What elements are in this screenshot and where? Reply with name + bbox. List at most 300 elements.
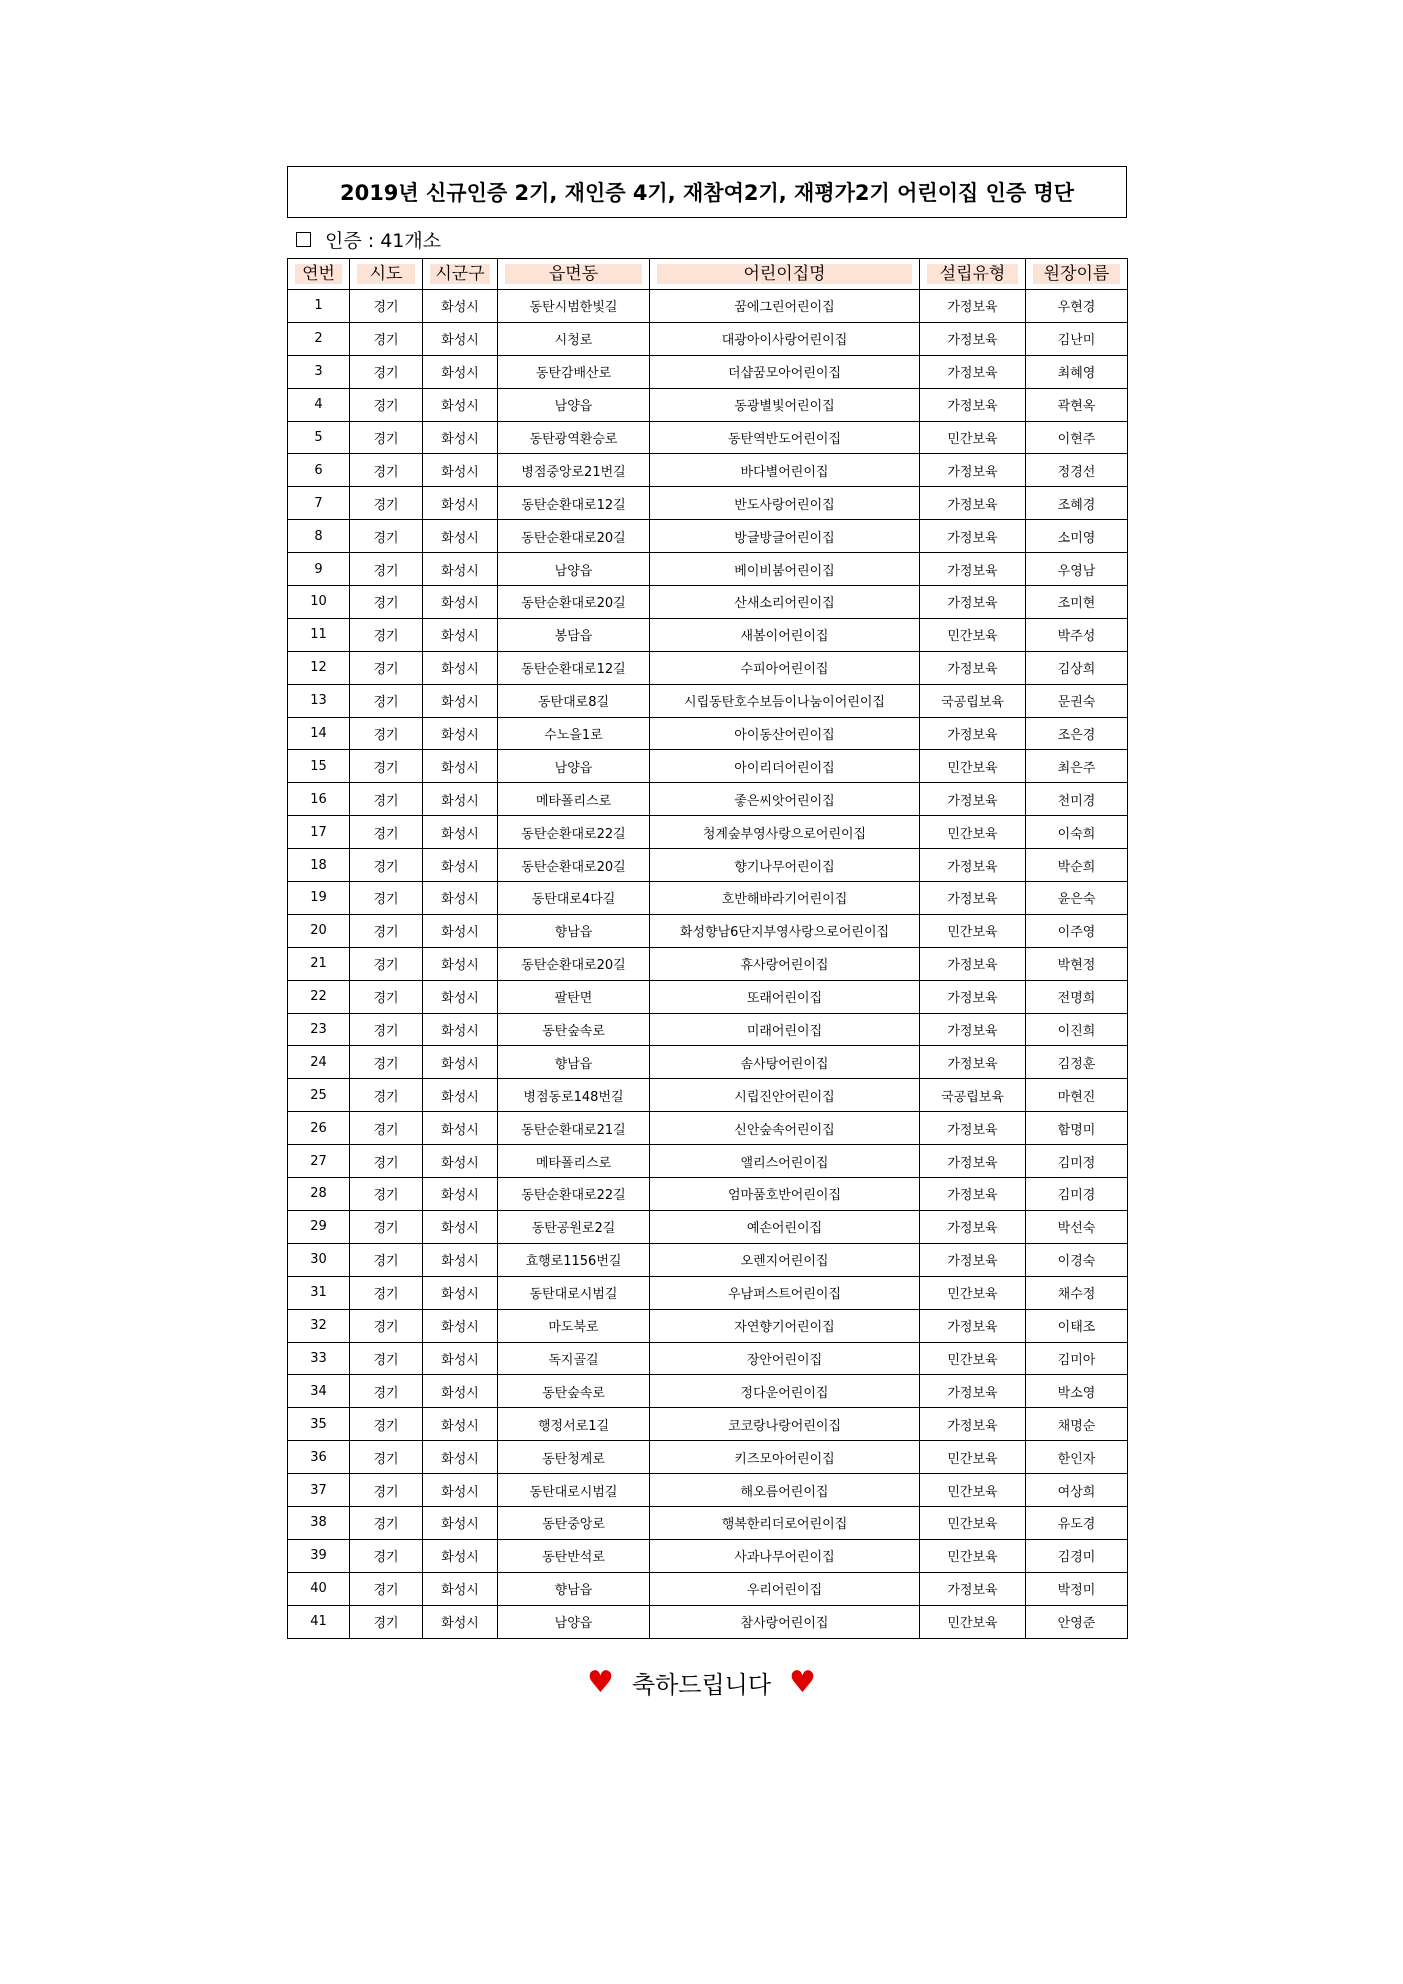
cell-serial: 1 bbox=[288, 290, 350, 323]
cell-serial: 2 bbox=[288, 322, 350, 355]
cell-director: 전명희 bbox=[1026, 980, 1128, 1013]
cell-city: 화성시 bbox=[423, 1506, 498, 1539]
cell-province: 경기 bbox=[350, 421, 423, 454]
cell-province: 경기 bbox=[350, 322, 423, 355]
table-body bbox=[288, 290, 1128, 1639]
cell-director: 마현진 bbox=[1026, 1079, 1128, 1112]
table-row bbox=[288, 849, 1128, 882]
cell-district: 수노을1로 bbox=[498, 717, 650, 750]
certification-count bbox=[296, 226, 441, 252]
cell-city: 화성시 bbox=[423, 1013, 498, 1046]
cell-serial: 37 bbox=[288, 1474, 350, 1507]
cell-serial: 25 bbox=[288, 1079, 350, 1112]
table-row bbox=[288, 618, 1128, 651]
cell-serial: 23 bbox=[288, 1013, 350, 1046]
cell-district: 남양읍 bbox=[498, 553, 650, 586]
table-row bbox=[288, 1145, 1128, 1178]
cell-district: 효행로1156번길 bbox=[498, 1243, 650, 1276]
cell-daycare-name: 시립동탄호수보듬이나눔이어린이집 bbox=[650, 684, 920, 717]
cell-province: 경기 bbox=[350, 1210, 423, 1243]
cell-province: 경기 bbox=[350, 1112, 423, 1145]
cell-type: 가정보육 bbox=[920, 651, 1026, 684]
cell-serial: 13 bbox=[288, 684, 350, 717]
cell-director: 소미영 bbox=[1026, 520, 1128, 553]
cell-district: 동탄숲속로 bbox=[498, 1375, 650, 1408]
cell-director: 이태조 bbox=[1026, 1309, 1128, 1342]
table-row bbox=[288, 1112, 1128, 1145]
table-row bbox=[288, 1408, 1128, 1441]
header-daycare-name-label: 어린이집명 bbox=[657, 264, 912, 284]
cell-serial: 21 bbox=[288, 947, 350, 980]
cell-serial: 41 bbox=[288, 1605, 350, 1638]
table-row bbox=[288, 1342, 1128, 1375]
cell-province: 경기 bbox=[350, 1572, 423, 1605]
cell-province: 경기 bbox=[350, 750, 423, 783]
cell-daycare-name: 또래어린이집 bbox=[650, 980, 920, 1013]
cell-serial: 16 bbox=[288, 783, 350, 816]
table-row bbox=[288, 355, 1128, 388]
cell-city: 화성시 bbox=[423, 454, 498, 487]
cell-daycare-name: 코코랑나랑어린이집 bbox=[650, 1408, 920, 1441]
cell-province: 경기 bbox=[350, 1145, 423, 1178]
cell-serial: 11 bbox=[288, 618, 350, 651]
congratulations-footer bbox=[0, 1662, 1403, 1702]
cell-daycare-name: 새봄이어린이집 bbox=[650, 618, 920, 651]
table-row bbox=[288, 1243, 1128, 1276]
cell-daycare-name: 동탄역반도어린이집 bbox=[650, 421, 920, 454]
cell-district: 동탄숲속로 bbox=[498, 1013, 650, 1046]
table-row bbox=[288, 290, 1128, 323]
cell-daycare-name: 장안어린이집 bbox=[650, 1342, 920, 1375]
cell-director: 문권숙 bbox=[1026, 684, 1128, 717]
cell-type: 가정보육 bbox=[920, 322, 1026, 355]
cell-province: 경기 bbox=[350, 586, 423, 619]
cell-serial: 7 bbox=[288, 487, 350, 520]
cell-director: 여상희 bbox=[1026, 1474, 1128, 1507]
cell-type: 가정보육 bbox=[920, 1243, 1026, 1276]
table-row bbox=[288, 1079, 1128, 1112]
cell-province: 경기 bbox=[350, 355, 423, 388]
certification-count-text: 인증 : 41개소 bbox=[325, 229, 442, 252]
cell-daycare-name: 해오름어린이집 bbox=[650, 1474, 920, 1507]
cell-serial: 39 bbox=[288, 1539, 350, 1572]
cell-director: 김경미 bbox=[1026, 1539, 1128, 1572]
cell-serial: 3 bbox=[288, 355, 350, 388]
cell-district: 동탄순환대로22길 bbox=[498, 816, 650, 849]
cell-type: 민간보육 bbox=[920, 816, 1026, 849]
cell-director: 곽현옥 bbox=[1026, 388, 1128, 421]
table-row bbox=[288, 750, 1128, 783]
cell-district: 독지골길 bbox=[498, 1342, 650, 1375]
cell-city: 화성시 bbox=[423, 914, 498, 947]
cell-district: 마도북로 bbox=[498, 1309, 650, 1342]
cell-district: 동탄공원로2길 bbox=[498, 1210, 650, 1243]
cell-serial: 8 bbox=[288, 520, 350, 553]
table-row bbox=[288, 1474, 1128, 1507]
cell-director: 최은주 bbox=[1026, 750, 1128, 783]
cell-province: 경기 bbox=[350, 1309, 423, 1342]
cell-director: 박주성 bbox=[1026, 618, 1128, 651]
cell-daycare-name: 아이동산어린이집 bbox=[650, 717, 920, 750]
cell-type: 가정보육 bbox=[920, 1309, 1026, 1342]
header-director bbox=[1026, 259, 1128, 290]
cell-city: 화성시 bbox=[423, 1539, 498, 1572]
header-city-label: 시군구 bbox=[430, 264, 490, 284]
cell-district: 향남읍 bbox=[498, 1572, 650, 1605]
cell-daycare-name: 화성향남6단지부영사랑으로어린이집 bbox=[650, 914, 920, 947]
cell-daycare-name: 미래어린이집 bbox=[650, 1013, 920, 1046]
cell-serial: 40 bbox=[288, 1572, 350, 1605]
table-row bbox=[288, 914, 1128, 947]
cell-director: 김정훈 bbox=[1026, 1046, 1128, 1079]
cell-district: 봉담읍 bbox=[498, 618, 650, 651]
header-province-label: 시도 bbox=[357, 264, 415, 284]
page-title bbox=[287, 166, 1127, 218]
cell-serial: 29 bbox=[288, 1210, 350, 1243]
cell-district: 동탄광역환승로 bbox=[498, 421, 650, 454]
cell-city: 화성시 bbox=[423, 1210, 498, 1243]
cell-director: 우현경 bbox=[1026, 290, 1128, 323]
cell-type: 국공립보육 bbox=[920, 1079, 1026, 1112]
header-city bbox=[423, 259, 498, 290]
table-row bbox=[288, 651, 1128, 684]
cell-daycare-name: 베이비붐어린이집 bbox=[650, 553, 920, 586]
cell-type: 가정보육 bbox=[920, 1046, 1026, 1079]
cell-serial: 20 bbox=[288, 914, 350, 947]
cell-director: 조혜경 bbox=[1026, 487, 1128, 520]
cell-province: 경기 bbox=[350, 553, 423, 586]
cell-serial: 9 bbox=[288, 553, 350, 586]
cell-type: 가정보육 bbox=[920, 487, 1026, 520]
cell-type: 가정보육 bbox=[920, 1408, 1026, 1441]
heart-icon-left: ♥ bbox=[587, 1664, 614, 1700]
cell-province: 경기 bbox=[350, 1013, 423, 1046]
cell-serial: 38 bbox=[288, 1506, 350, 1539]
cell-type: 민간보육 bbox=[920, 750, 1026, 783]
heart-icon-right: ♥ bbox=[789, 1664, 816, 1700]
cell-type: 가정보육 bbox=[920, 1145, 1026, 1178]
table-row bbox=[288, 1178, 1128, 1211]
cell-district: 동탄순환대로21길 bbox=[498, 1112, 650, 1145]
cell-director: 유도경 bbox=[1026, 1506, 1128, 1539]
cell-city: 화성시 bbox=[423, 1112, 498, 1145]
cell-city: 화성시 bbox=[423, 783, 498, 816]
table-row bbox=[288, 816, 1128, 849]
cell-director: 이숙희 bbox=[1026, 816, 1128, 849]
cell-daycare-name: 우리어린이집 bbox=[650, 1572, 920, 1605]
cell-director: 이주영 bbox=[1026, 914, 1128, 947]
cell-city: 화성시 bbox=[423, 1178, 498, 1211]
header-district bbox=[498, 259, 650, 290]
title-text: 2019년 신규인증 2기, 재인증 4기, 재참여2기, 재평가2기 어린이집 인증 명단 bbox=[339, 181, 1075, 205]
cell-director: 김난미 bbox=[1026, 322, 1128, 355]
cell-director: 박정미 bbox=[1026, 1572, 1128, 1605]
cell-director: 윤은숙 bbox=[1026, 882, 1128, 915]
table-row bbox=[288, 1506, 1128, 1539]
cell-province: 경기 bbox=[350, 651, 423, 684]
cell-district: 향남읍 bbox=[498, 1046, 650, 1079]
cell-director: 안영준 bbox=[1026, 1605, 1128, 1638]
cell-director: 박현정 bbox=[1026, 947, 1128, 980]
cell-director: 박선숙 bbox=[1026, 1210, 1128, 1243]
cell-daycare-name: 참사랑어린이집 bbox=[650, 1605, 920, 1638]
cell-province: 경기 bbox=[350, 849, 423, 882]
cell-daycare-name: 반도사랑어린이집 bbox=[650, 487, 920, 520]
cell-district: 팔탄면 bbox=[498, 980, 650, 1013]
cell-daycare-name: 시립진안어린이집 bbox=[650, 1079, 920, 1112]
table-row bbox=[288, 717, 1128, 750]
cell-city: 화성시 bbox=[423, 553, 498, 586]
cell-province: 경기 bbox=[350, 882, 423, 915]
cell-type: 가정보육 bbox=[920, 454, 1026, 487]
cell-city: 화성시 bbox=[423, 618, 498, 651]
cell-daycare-name: 행복한리더로어린이집 bbox=[650, 1506, 920, 1539]
table-row bbox=[288, 1441, 1128, 1474]
cell-type: 가정보육 bbox=[920, 1572, 1026, 1605]
cell-province: 경기 bbox=[350, 1441, 423, 1474]
cell-city: 화성시 bbox=[423, 1408, 498, 1441]
cell-city: 화성시 bbox=[423, 322, 498, 355]
cell-serial: 18 bbox=[288, 849, 350, 882]
cell-daycare-name: 자연향기어린이집 bbox=[650, 1309, 920, 1342]
cell-director: 이진희 bbox=[1026, 1013, 1128, 1046]
cell-city: 화성시 bbox=[423, 1572, 498, 1605]
table-row bbox=[288, 1539, 1128, 1572]
table-row bbox=[288, 1210, 1128, 1243]
cell-district: 동탄대로8길 bbox=[498, 684, 650, 717]
cell-daycare-name: 정다운어린이집 bbox=[650, 1375, 920, 1408]
cell-city: 화성시 bbox=[423, 882, 498, 915]
cell-city: 화성시 bbox=[423, 980, 498, 1013]
cell-district: 남양읍 bbox=[498, 388, 650, 421]
cell-province: 경기 bbox=[350, 1342, 423, 1375]
cell-district: 동탄순환대로22길 bbox=[498, 1178, 650, 1211]
cell-daycare-name: 바다별어린이집 bbox=[650, 454, 920, 487]
cell-daycare-name: 호반해바라기어린이집 bbox=[650, 882, 920, 915]
cell-daycare-name: 방글방글어린이집 bbox=[650, 520, 920, 553]
cell-city: 화성시 bbox=[423, 487, 498, 520]
cell-daycare-name: 예손어린이집 bbox=[650, 1210, 920, 1243]
cell-city: 화성시 bbox=[423, 1046, 498, 1079]
cell-serial: 4 bbox=[288, 388, 350, 421]
cell-serial: 24 bbox=[288, 1046, 350, 1079]
cell-district: 향남읍 bbox=[498, 914, 650, 947]
table-row bbox=[288, 421, 1128, 454]
cell-province: 경기 bbox=[350, 980, 423, 1013]
cell-daycare-name: 엄마품호반어린이집 bbox=[650, 1178, 920, 1211]
header-daycare-name bbox=[650, 259, 920, 290]
cell-city: 화성시 bbox=[423, 290, 498, 323]
cell-province: 경기 bbox=[350, 1046, 423, 1079]
cell-serial: 19 bbox=[288, 882, 350, 915]
cell-city: 화성시 bbox=[423, 947, 498, 980]
cell-province: 경기 bbox=[350, 914, 423, 947]
cell-province: 경기 bbox=[350, 1276, 423, 1309]
cell-director: 김미아 bbox=[1026, 1342, 1128, 1375]
cell-province: 경기 bbox=[350, 1605, 423, 1638]
cell-type: 가정보육 bbox=[920, 388, 1026, 421]
header-director-label: 원장이름 bbox=[1033, 264, 1120, 284]
table-row bbox=[288, 553, 1128, 586]
cell-district: 동탄대로시범길 bbox=[498, 1276, 650, 1309]
cell-type: 민간보육 bbox=[920, 1342, 1026, 1375]
header-serial-label: 연번 bbox=[295, 264, 342, 284]
cell-city: 화성시 bbox=[423, 1243, 498, 1276]
cell-type: 가정보육 bbox=[920, 553, 1026, 586]
cell-director: 박소영 bbox=[1026, 1375, 1128, 1408]
table-row bbox=[288, 1572, 1128, 1605]
cell-daycare-name: 우남퍼스트어린이집 bbox=[650, 1276, 920, 1309]
cell-province: 경기 bbox=[350, 487, 423, 520]
cell-director: 이현주 bbox=[1026, 421, 1128, 454]
cell-province: 경기 bbox=[350, 684, 423, 717]
cell-province: 경기 bbox=[350, 717, 423, 750]
cell-district: 동탄반석로 bbox=[498, 1539, 650, 1572]
cell-serial: 27 bbox=[288, 1145, 350, 1178]
cell-type: 국공립보육 bbox=[920, 684, 1026, 717]
cell-type: 민간보육 bbox=[920, 1605, 1026, 1638]
cell-city: 화성시 bbox=[423, 1605, 498, 1638]
cell-district: 행정서로1길 bbox=[498, 1408, 650, 1441]
cell-daycare-name: 솜사탕어린이집 bbox=[650, 1046, 920, 1079]
cell-type: 가정보육 bbox=[920, 717, 1026, 750]
cell-serial: 28 bbox=[288, 1178, 350, 1211]
cell-type: 가정보육 bbox=[920, 290, 1026, 323]
cell-city: 화성시 bbox=[423, 849, 498, 882]
cell-province: 경기 bbox=[350, 947, 423, 980]
cell-district: 남양읍 bbox=[498, 1605, 650, 1638]
cell-province: 경기 bbox=[350, 520, 423, 553]
cell-city: 화성시 bbox=[423, 1375, 498, 1408]
table-row bbox=[288, 1046, 1128, 1079]
cell-daycare-name: 꿈에그린어린이집 bbox=[650, 290, 920, 323]
cell-daycare-name: 대광아이사랑어린이집 bbox=[650, 322, 920, 355]
cell-type: 가정보육 bbox=[920, 849, 1026, 882]
cell-serial: 5 bbox=[288, 421, 350, 454]
cell-type: 가정보육 bbox=[920, 520, 1026, 553]
table-row bbox=[288, 684, 1128, 717]
header-type-label: 설립유형 bbox=[927, 264, 1018, 284]
cell-serial: 26 bbox=[288, 1112, 350, 1145]
cell-city: 화성시 bbox=[423, 1342, 498, 1375]
cell-city: 화성시 bbox=[423, 1474, 498, 1507]
cell-serial: 17 bbox=[288, 816, 350, 849]
cell-city: 화성시 bbox=[423, 1309, 498, 1342]
cell-type: 민간보육 bbox=[920, 421, 1026, 454]
header-serial bbox=[288, 259, 350, 290]
cell-province: 경기 bbox=[350, 1506, 423, 1539]
cell-daycare-name: 휴사랑어린이집 bbox=[650, 947, 920, 980]
cell-province: 경기 bbox=[350, 1474, 423, 1507]
cell-district: 동탄순환대로12길 bbox=[498, 487, 650, 520]
cell-city: 화성시 bbox=[423, 684, 498, 717]
cell-type: 가정보육 bbox=[920, 586, 1026, 619]
table-row bbox=[288, 882, 1128, 915]
cell-district: 메타폴리스로 bbox=[498, 783, 650, 816]
cell-daycare-name: 수피아어린이집 bbox=[650, 651, 920, 684]
cell-type: 민간보육 bbox=[920, 1506, 1026, 1539]
cell-district: 병점동로148번길 bbox=[498, 1079, 650, 1112]
cell-type: 가정보육 bbox=[920, 1112, 1026, 1145]
cell-district: 동탄순환대로12길 bbox=[498, 651, 650, 684]
cell-type: 가정보육 bbox=[920, 1210, 1026, 1243]
cell-director: 조은경 bbox=[1026, 717, 1128, 750]
table-row bbox=[288, 322, 1128, 355]
cell-director: 박순희 bbox=[1026, 849, 1128, 882]
cell-province: 경기 bbox=[350, 1408, 423, 1441]
cell-type: 민간보육 bbox=[920, 1441, 1026, 1474]
cell-type: 가정보육 bbox=[920, 1178, 1026, 1211]
cell-district: 동탄순환대로20길 bbox=[498, 947, 650, 980]
cell-type: 민간보육 bbox=[920, 1276, 1026, 1309]
cell-district: 메타폴리스로 bbox=[498, 1145, 650, 1178]
cell-district: 동탄순환대로20길 bbox=[498, 849, 650, 882]
cell-daycare-name: 키즈모아어린이집 bbox=[650, 1441, 920, 1474]
cell-serial: 14 bbox=[288, 717, 350, 750]
cell-director: 김미정 bbox=[1026, 1145, 1128, 1178]
cell-city: 화성시 bbox=[423, 586, 498, 619]
header-district-label: 읍면동 bbox=[505, 264, 642, 284]
cell-district: 병점중앙로21번길 bbox=[498, 454, 650, 487]
checkbox-square-icon bbox=[296, 232, 311, 247]
cell-city: 화성시 bbox=[423, 750, 498, 783]
cell-serial: 15 bbox=[288, 750, 350, 783]
cell-province: 경기 bbox=[350, 1178, 423, 1211]
cell-city: 화성시 bbox=[423, 651, 498, 684]
cell-district: 시청로 bbox=[498, 322, 650, 355]
cell-type: 가정보육 bbox=[920, 1013, 1026, 1046]
table-row bbox=[288, 388, 1128, 421]
cell-daycare-name: 산새소리어린이집 bbox=[650, 586, 920, 619]
cell-daycare-name: 더샵꿈모아어린이집 bbox=[650, 355, 920, 388]
cell-city: 화성시 bbox=[423, 355, 498, 388]
cell-type: 가정보육 bbox=[920, 882, 1026, 915]
header-province bbox=[350, 259, 423, 290]
table-row bbox=[288, 586, 1128, 619]
cell-daycare-name: 좋은씨앗어린이집 bbox=[650, 783, 920, 816]
cell-serial: 34 bbox=[288, 1375, 350, 1408]
table-row bbox=[288, 1309, 1128, 1342]
cell-serial: 32 bbox=[288, 1309, 350, 1342]
table-row bbox=[288, 487, 1128, 520]
table-row bbox=[288, 947, 1128, 980]
cell-director: 조미현 bbox=[1026, 586, 1128, 619]
table-row bbox=[288, 1375, 1128, 1408]
cell-district: 동탄순환대로20길 bbox=[498, 586, 650, 619]
cell-district: 동탄감배산로 bbox=[498, 355, 650, 388]
cell-director: 김미경 bbox=[1026, 1178, 1128, 1211]
cell-daycare-name: 앨리스어린이집 bbox=[650, 1145, 920, 1178]
cell-district: 동탄시범한빛길 bbox=[498, 290, 650, 323]
cell-serial: 35 bbox=[288, 1408, 350, 1441]
cell-type: 가정보육 bbox=[920, 947, 1026, 980]
cell-province: 경기 bbox=[350, 1375, 423, 1408]
cell-director: 채명순 bbox=[1026, 1408, 1128, 1441]
cell-city: 화성시 bbox=[423, 816, 498, 849]
cell-director: 우영남 bbox=[1026, 553, 1128, 586]
table-row bbox=[288, 454, 1128, 487]
cell-city: 화성시 bbox=[423, 388, 498, 421]
cell-daycare-name: 아이리더어린이집 bbox=[650, 750, 920, 783]
cell-serial: 33 bbox=[288, 1342, 350, 1375]
table-row bbox=[288, 980, 1128, 1013]
cell-district: 동탄중앙로 bbox=[498, 1506, 650, 1539]
cell-city: 화성시 bbox=[423, 1145, 498, 1178]
cell-type: 민간보육 bbox=[920, 1539, 1026, 1572]
cell-province: 경기 bbox=[350, 816, 423, 849]
cell-serial: 22 bbox=[288, 980, 350, 1013]
cell-province: 경기 bbox=[350, 618, 423, 651]
